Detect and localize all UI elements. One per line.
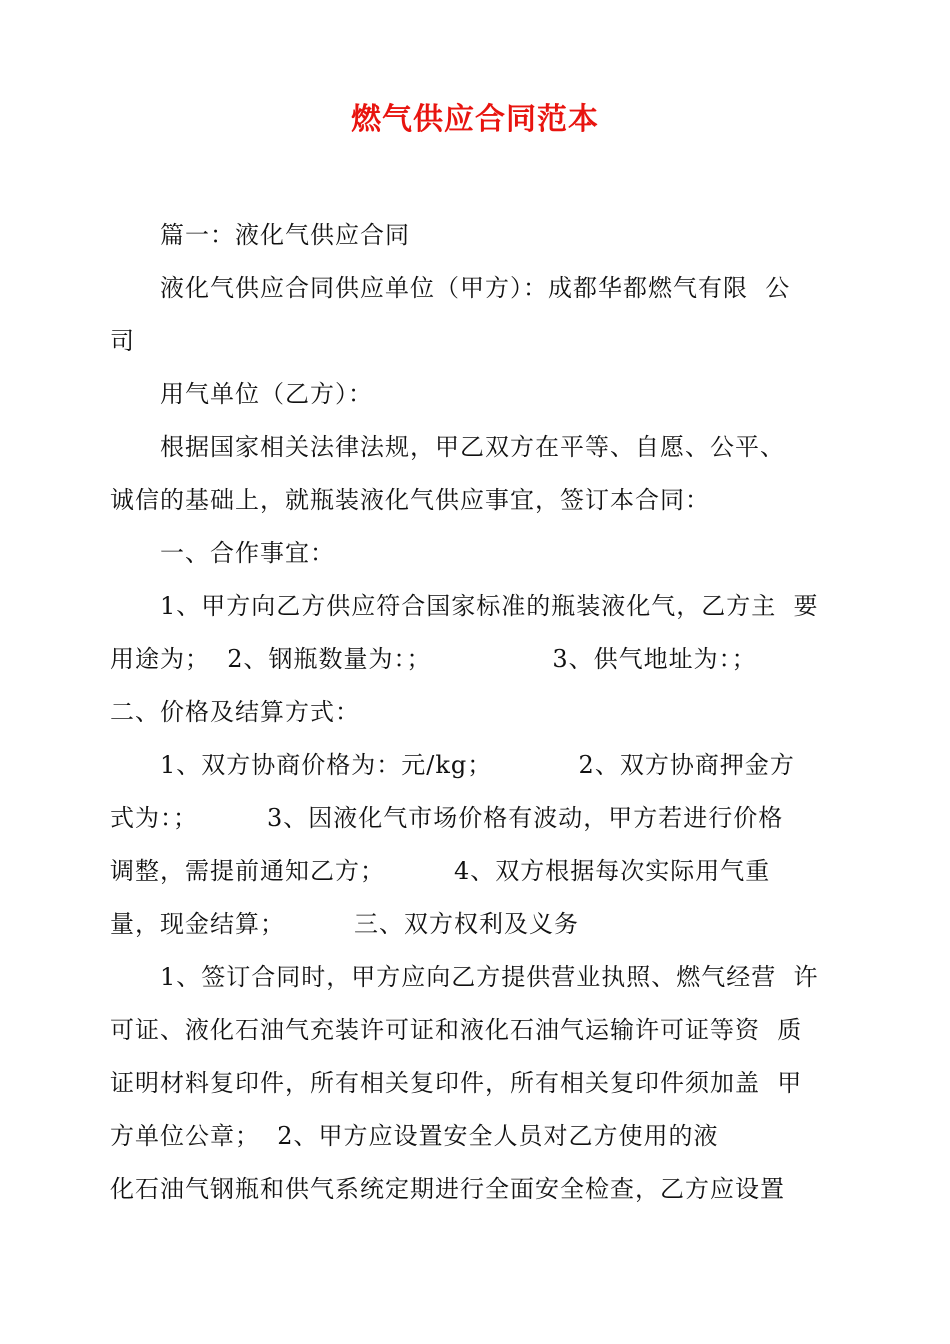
- document-title: 燃气供应合同范本: [351, 102, 599, 137]
- paragraph-line: 可证、液化石油气充装许可证和液化石油气运输许可证等资 质: [110, 1016, 803, 1044]
- paragraph-line: 式为：； 3、因液化气市场价格有波动，甲方若进行价格: [110, 804, 784, 832]
- paragraph-line: 诚信的基础上，就瓶装液化气供应事宜，签订本合同：: [110, 486, 710, 514]
- paragraph-line: 1、甲方向乙方供应符合国家标准的瓶装液化气，乙方主 要: [160, 592, 819, 620]
- paragraph-line: 方单位公章； 2、甲方应设置安全人员对乙方使用的液: [110, 1122, 719, 1150]
- paragraph-line: 调整，需提前通知乙方； 4、双方根据每次实际用气重: [110, 857, 771, 885]
- paragraph-line: 1、双方协商价格为：元/kg； 2、双方协商押金方: [160, 751, 795, 779]
- paragraph-line: 用气单位（乙方）：: [160, 380, 373, 408]
- section-heading: 篇一：液化气供应合同: [160, 221, 410, 249]
- paragraph-line: 证明材料复印件，所有相关复印件，所有相关复印件须加盖 甲: [110, 1069, 803, 1097]
- paragraph-line: 量，现金结算； 三、双方权利及义务: [110, 910, 580, 938]
- paragraph-line: 化石油气钢瓶和供气系统定期进行全面安全检查，乙方应设置: [110, 1175, 785, 1203]
- paragraph-line: 用途为； 2、钢瓶数量为：； 3、供气地址为：；: [110, 645, 757, 673]
- paragraph-line: 根据国家相关法律法规，甲乙双方在平等、自愿、公平、: [160, 433, 785, 461]
- section-heading: 一、合作事宜：: [160, 539, 335, 567]
- section-heading: 二、价格及结算方式：: [110, 698, 360, 726]
- paragraph-line: 司: [110, 327, 135, 355]
- paragraph-line: 1、签订合同时，甲方应向乙方提供营业执照、燃气经营 许: [160, 963, 819, 991]
- paragraph-line: 液化气供应合同供应单位（甲方）：成都华都燃气有限 公: [160, 274, 791, 302]
